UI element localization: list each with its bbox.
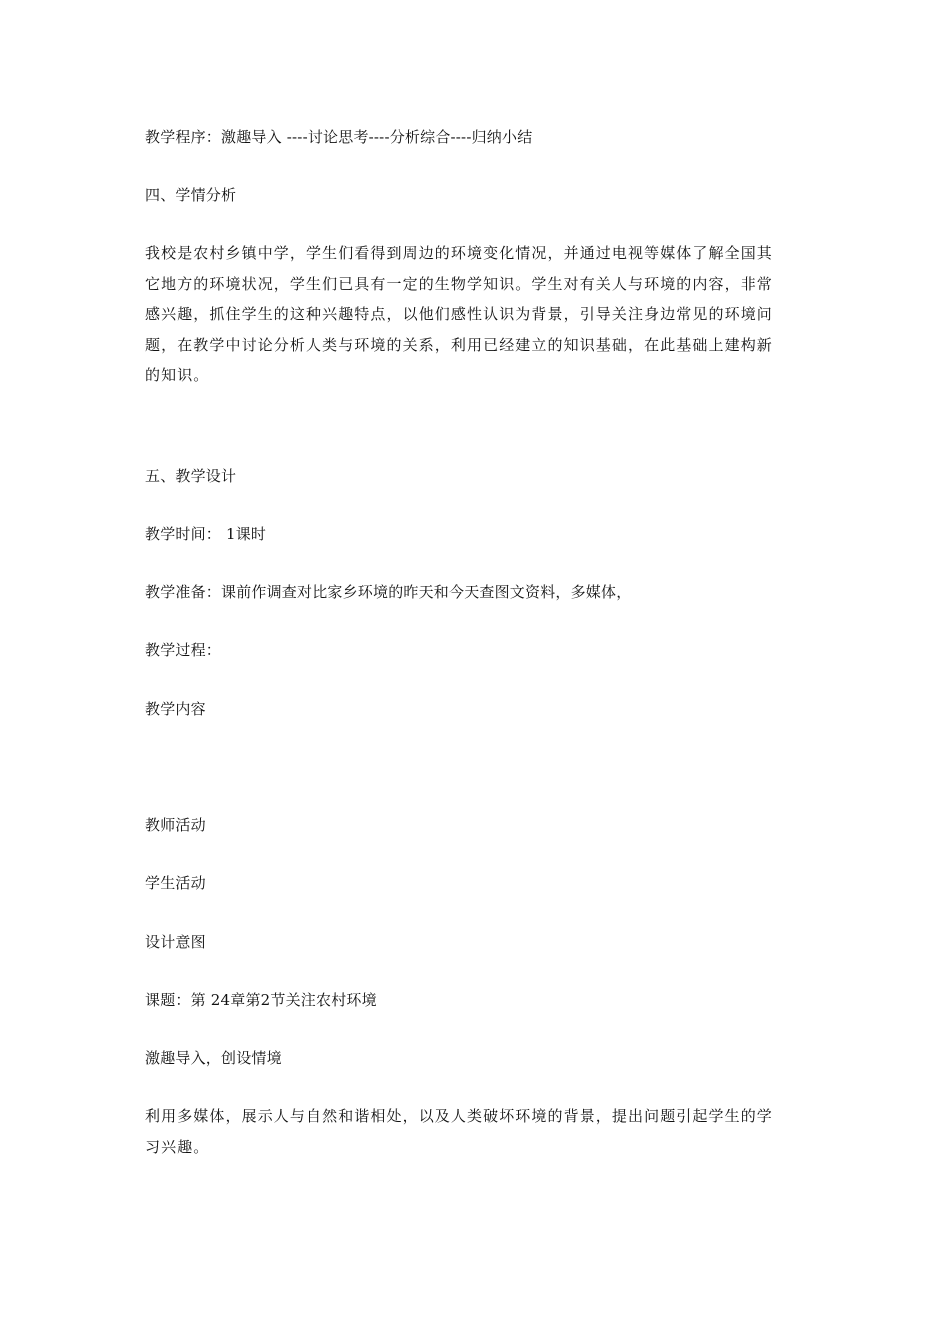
paragraph-line: 我校是农村乡镇中学，学生们看得到周边的环境变化情况，并通过电视等媒体了解全国其	[145, 244, 773, 262]
lesson-topic: 课题：第 24章第2节关注农村环境	[145, 991, 377, 1009]
intro-heading: 激趣导入，创设情境	[145, 1049, 282, 1067]
paragraph-line: 它地方的环境状况，学生们已具有一定的生物学知识。学生对有关人与环境的内容，非常	[145, 274, 773, 293]
teaching-procedure: 教学程序：激趣导入 ----讨论思考----分析综合----归纳小结	[145, 128, 533, 146]
section-heading-teaching-design: 五、教学设计	[145, 467, 237, 485]
teaching-content: 教学内容	[145, 700, 206, 718]
paragraph-line: 利用多媒体，展示人与自然和谐相处，以及人类破坏环境的背景，提出问题引起学生的学	[145, 1107, 773, 1125]
teacher-activity: 教师活动	[145, 816, 206, 834]
student-analysis-paragraph	[145, 238, 805, 391]
student-activity: 学生活动	[145, 874, 206, 892]
media-paragraph	[145, 1101, 805, 1162]
design-intent: 设计意图	[145, 933, 206, 951]
teaching-process: 教学过程：	[145, 641, 222, 659]
teaching-preparation: 教学准备：课前作调查对比家乡环境的昨天和今天查图文资料，多媒体，	[145, 583, 632, 601]
paragraph-line: 题，在教学中讨论分析人类与环境的关系，利用已经建立的知识基础，在此基础上建构新	[145, 335, 773, 354]
paragraph-line: 习兴趣。	[145, 1137, 210, 1156]
section-heading-student-analysis: 四、学情分析	[145, 186, 237, 204]
paragraph-line: 的知识。	[145, 366, 210, 384]
paragraph-line: 感兴趣，抓住学生的这种兴趣特点，以他们感性认识为背景，引导关注身边常见的环境问	[145, 305, 773, 323]
teaching-time: 教学时间： 1课时	[145, 525, 267, 543]
